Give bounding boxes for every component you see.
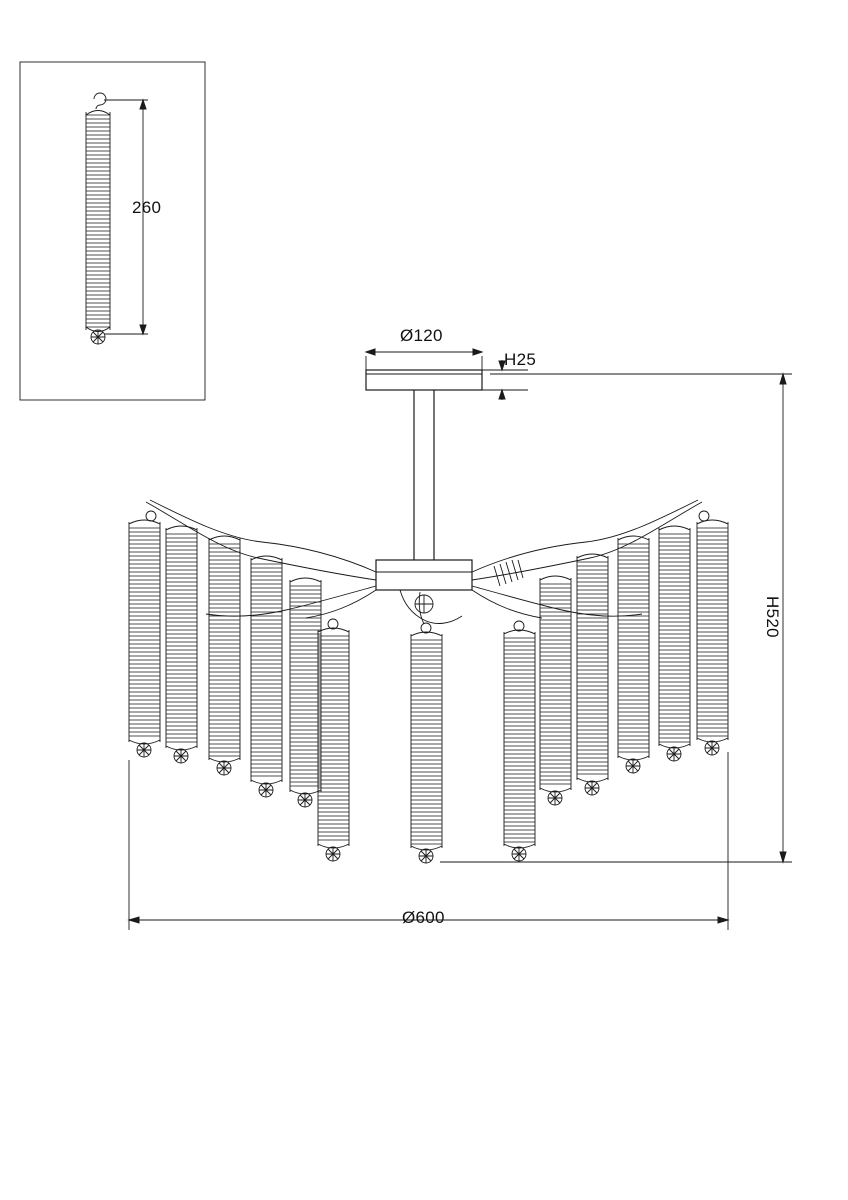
canopy-diameter-label: Ø120 [400, 326, 443, 345]
pendant-strand [129, 511, 160, 757]
canopy-height-label: H25 [504, 350, 537, 369]
overall-diameter-dimension [129, 752, 728, 930]
pendant-strand [618, 536, 649, 773]
pendant-strand [209, 536, 240, 775]
overall-height-dimension [440, 374, 792, 862]
pendant-strand [318, 619, 349, 861]
pendant-strand [290, 578, 321, 807]
overall-diameter-label: Ø600 [402, 908, 445, 927]
central-hub [146, 500, 702, 624]
pendant-strand [659, 526, 690, 761]
pendant-strand [697, 511, 728, 755]
pendant-strand [411, 623, 442, 863]
overall-height-label: H520 [763, 596, 782, 638]
ceiling-canopy [366, 370, 482, 560]
pendant-strand [166, 526, 197, 763]
pendant-detail-body [86, 111, 110, 345]
pendant-strand [504, 621, 535, 861]
canopy-diameter-dimension [366, 349, 482, 370]
pendant-length-label: 260 [132, 198, 162, 217]
pendant-strand [540, 576, 571, 805]
pendant-detail-inset [20, 62, 205, 400]
pendant-strand [251, 556, 282, 797]
pendant-strand [577, 554, 608, 795]
pendant-strands [129, 511, 728, 863]
